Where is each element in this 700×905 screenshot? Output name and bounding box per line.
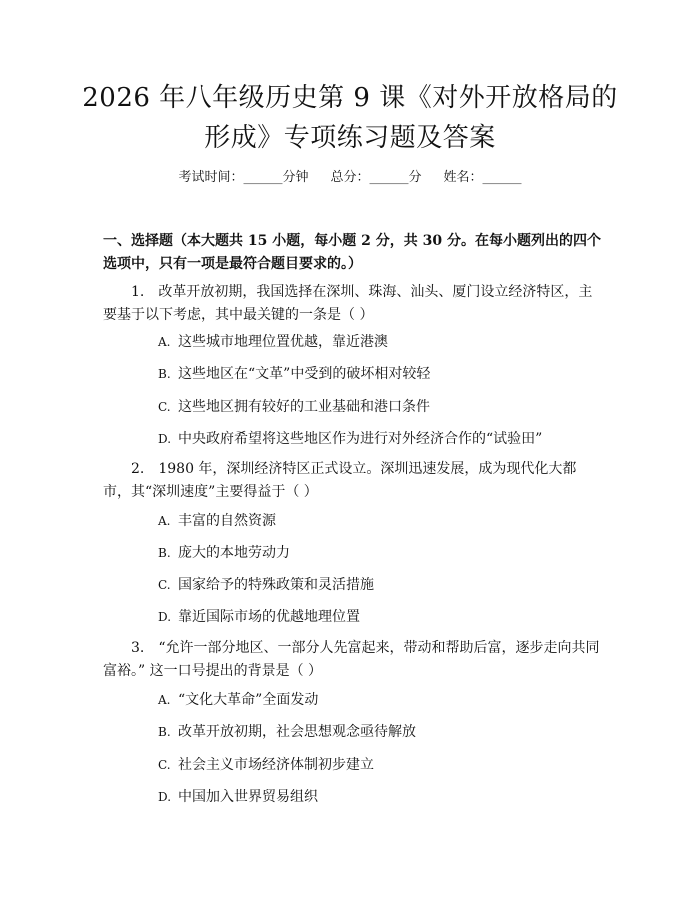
option-text: 国家给予的特殊政策和灵活措施 bbox=[178, 577, 374, 593]
option-letter: B. bbox=[158, 367, 171, 381]
option-text: 这些地区拥有较好的工业基础和港口条件 bbox=[178, 399, 430, 415]
option-text: 这些城市地理位置优越，靠近港澳 bbox=[178, 334, 388, 350]
title-line-1: 2026 年八年级历史第 9 课《对外开放格局的 bbox=[82, 83, 618, 113]
option-letter: C. bbox=[158, 578, 171, 592]
name-field: 姓名：______ bbox=[443, 170, 522, 185]
question-2-option-b bbox=[158, 543, 598, 563]
document-title bbox=[60, 78, 640, 158]
option-text: “文化大革命”全面发动 bbox=[178, 692, 319, 708]
option-text: 中央政府希望将这些地区作为进行对外经济合作的“试验田” bbox=[178, 431, 543, 447]
option-letter: B. bbox=[158, 546, 171, 560]
option-text: 靠近国际市场的优越地理位置 bbox=[178, 609, 360, 625]
option-letter: D. bbox=[158, 432, 172, 446]
question-3-option-b bbox=[158, 722, 598, 742]
option-letter: C. bbox=[158, 400, 171, 414]
option-text: 丰富的自然资源 bbox=[178, 513, 276, 529]
question-3-option-d bbox=[158, 787, 598, 807]
question-3-option-a bbox=[158, 690, 598, 710]
question-2-option-a bbox=[158, 511, 598, 531]
question-2-option-d bbox=[158, 607, 598, 627]
question-3-option-c bbox=[158, 755, 598, 775]
option-letter: B. bbox=[158, 725, 171, 739]
total-score-field: 总分：______分 bbox=[330, 170, 422, 185]
section-heading: 一、选择题（本大题共 15 小题，每小题 2 分，共 30 分。在每小题列出的四个选项中，只有一项是最符合题目要求的。） bbox=[103, 233, 601, 272]
option-letter: A. bbox=[158, 335, 171, 349]
question-1-option-b bbox=[158, 364, 598, 384]
question-2-stem: 2. 1980 年，深圳经济特区正式设立。深圳迅速发展，成为现代化大都市，其“深圳速度”主要得益于（ ） bbox=[103, 461, 577, 500]
option-letter: A. bbox=[158, 693, 171, 707]
option-text: 改革开放初期，社会思想观念亟待解放 bbox=[178, 724, 416, 740]
option-text: 庞大的本地劳动力 bbox=[178, 545, 290, 561]
option-letter: D. bbox=[158, 790, 172, 804]
option-letter: A. bbox=[158, 514, 171, 528]
question-1-stem: 1. 改革开放初期，我国选择在深圳、珠海、汕头、厦门设立经济特区，主要基于以下考虑，其中最关键的一条是（ ） bbox=[103, 284, 593, 323]
exam-info-line bbox=[0, 168, 700, 188]
question-3-stem: 3. “允许一部分地区、一部分人先富起来，带动和帮助后富，逐步走向共同富裕。” 这一口号提出的背景是（ ） bbox=[103, 640, 600, 679]
question-2-option-c bbox=[158, 575, 598, 595]
option-text: 社会主义市场经济体制初步建立 bbox=[178, 757, 374, 773]
title-line-2: 形成》专项练习题及答案 bbox=[204, 123, 496, 153]
option-text: 中国加入世界贸易组织 bbox=[178, 789, 318, 805]
option-text: 这些地区在“文革”中受到的破坏相对较轻 bbox=[178, 366, 431, 382]
exam-time-field: 考试时间：______分钟 bbox=[178, 170, 309, 185]
option-letter: C. bbox=[158, 758, 171, 772]
question-1-option-c bbox=[158, 397, 598, 417]
option-letter: D. bbox=[158, 610, 172, 624]
question-1-option-a bbox=[158, 332, 598, 352]
question-1-option-d bbox=[158, 429, 598, 449]
